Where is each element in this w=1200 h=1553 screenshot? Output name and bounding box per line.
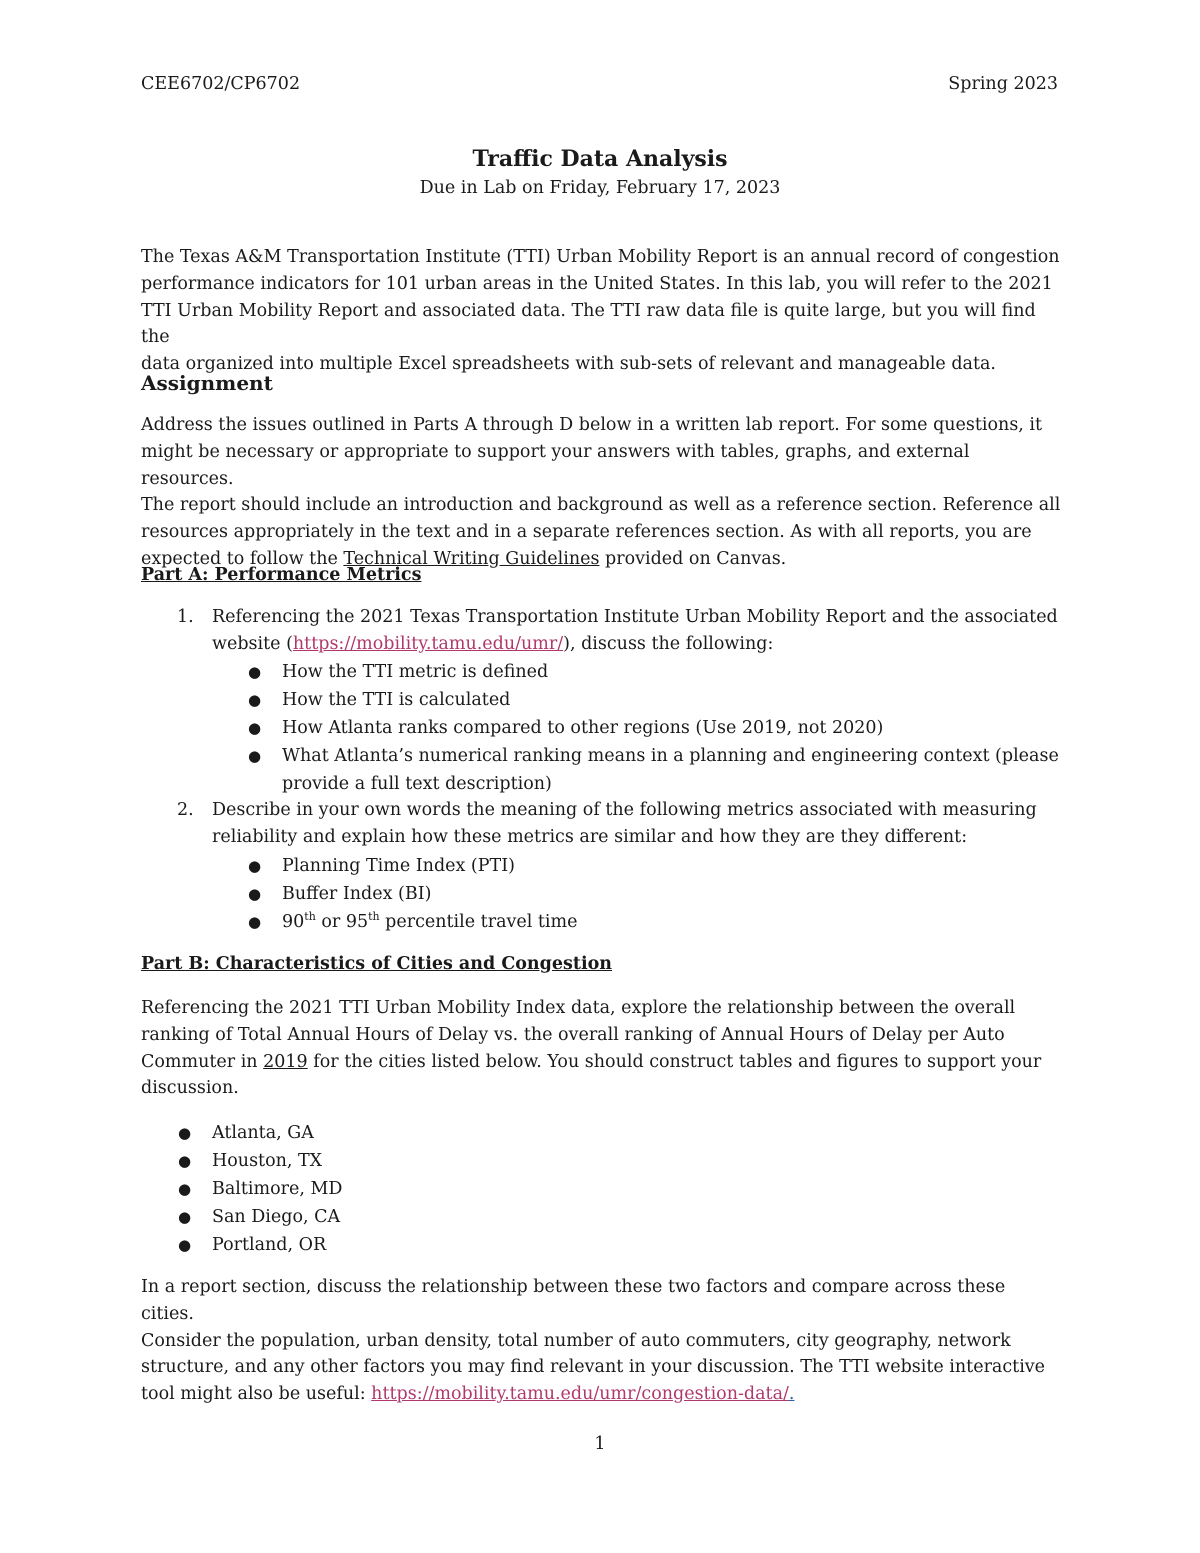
header-term: Spring 2023: [948, 74, 1058, 94]
city-name: Atlanta, GA: [212, 1123, 314, 1143]
part-b-paragraph-1: [141, 995, 1061, 1102]
item-text: [212, 631, 1061, 658]
assignment-line-text: expected to follow the: [141, 548, 344, 569]
paragraph-line: In a report section, discuss the relationship between these two factors and compare across these cities.: [141, 1277, 1006, 1324]
list-item: [178, 1203, 1062, 1231]
bullet-text: How the TTI is calculated: [282, 690, 511, 710]
intro-line: TTI Urban Mobility Report and associated data. The TTI raw data file is quite large, but you will find the: [141, 300, 1036, 348]
intro-line: performance indicators for 101 urban areas in the United States. In this lab, you will refer to the 2021: [141, 273, 1053, 294]
paragraph-line: [141, 1381, 1061, 1408]
bullet-icon: ●: [248, 747, 262, 765]
technical-writing-guidelines-link[interactable]: Technical Writing Guidelines: [343, 548, 600, 569]
city-name: Houston, TX: [212, 1151, 323, 1171]
document-title: Traffic Data Analysis: [472, 146, 728, 172]
intro-line: data organized into multiple Excel spreadsheets with sub-sets of relevant and manageable data.: [141, 354, 996, 375]
document-subtitle: Due in Lab on Friday, February 17, 2023: [419, 178, 781, 198]
intro-line: The Texas A&M Transportation Institute (TTI) Urban Mobility Report is an annual record of congestion: [141, 247, 1060, 267]
assignment-line: Address the issues outlined in Parts A through D below in a written lab report. For some questions, it: [141, 415, 1043, 435]
part-b-paragraph-2: [141, 1274, 1061, 1408]
bullet-icon: ●: [248, 691, 262, 709]
bullet-icon: ●: [178, 1180, 192, 1198]
assignment-paragraph: [141, 412, 1061, 573]
list-item: [248, 686, 1062, 714]
item-text-part: ), discuss the following:: [563, 633, 774, 654]
list-item: [248, 742, 1062, 798]
part-b-heading: Part B: Characteristics of Cities and Congestion: [141, 954, 612, 974]
page-number: 1: [594, 1434, 606, 1454]
part-a-item-1: [141, 604, 1061, 658]
bullet-icon: ●: [248, 913, 262, 931]
item-text: reliability and explain how these metrics are similar and how they are they different:: [212, 826, 968, 847]
list-item: [248, 714, 1062, 742]
list-item: [248, 908, 1062, 936]
assignment-line-text: provided on Canvas.: [599, 548, 787, 569]
bullet-icon: ●: [178, 1208, 192, 1226]
city-name: Portland, OR: [212, 1235, 327, 1255]
bullet-text: How the TTI metric is defined: [282, 662, 549, 682]
underlined-year: 2019: [263, 1051, 308, 1072]
header-course-code: CEE6702/CP6702: [141, 74, 301, 94]
paragraph-text: tool might also be useful:: [141, 1384, 372, 1405]
tti-umr-link[interactable]: https://mobility.tamu.edu/umr/: [292, 633, 564, 654]
paragraph-text: for the cities listed below. You should construct tables and figures to support your: [307, 1051, 1042, 1072]
bullet-text: How Atlanta ranks compared to other regions (Use 2019, not 2020): [282, 718, 884, 738]
bullet-icon: ●: [248, 663, 262, 681]
city-list: [178, 1119, 1062, 1259]
paragraph-line: structure, and any other factors you may find relevant in your discussion. The TTI website interactive: [141, 1357, 1046, 1378]
assignment-heading: Assignment: [141, 371, 273, 395]
congestion-data-link[interactable]: https://mobility.tamu.edu/umr/congestion-data/: [371, 1384, 789, 1405]
list-item: [248, 658, 1062, 686]
assignment-line: The report should include an introduction and background as well as a reference section. Reference all: [141, 495, 1061, 516]
bullet-icon: ●: [248, 719, 262, 737]
item-text: Describe in your own words the meaning of the following metrics associated with measuring: [212, 800, 1037, 820]
list-item: [178, 1147, 1062, 1175]
list-item: [178, 1231, 1062, 1259]
superscript: th: [368, 910, 380, 924]
bullet-text: provide a full text description): [282, 774, 552, 794]
part-a-item-2: [141, 797, 1061, 851]
bullet-icon: ●: [178, 1152, 192, 1170]
bullet-text: Planning Time Index (PTI): [282, 856, 515, 876]
bullet-icon: ●: [248, 885, 262, 903]
list-item: [248, 880, 1062, 908]
item-number: 2.: [177, 800, 194, 820]
bullet-icon: ●: [178, 1236, 192, 1254]
bullet-text: 90: [282, 912, 305, 932]
paragraph-line: [141, 1049, 1061, 1076]
list-item: [178, 1119, 1062, 1147]
item-text-part: website (: [212, 633, 293, 654]
bullet-text: percentile travel time: [379, 912, 578, 932]
bullet-text: or 95: [315, 912, 369, 932]
paragraph-line: Consider the population, urban density, total number of auto commuters, city geography, network: [141, 1330, 1011, 1351]
item-number: 1.: [177, 607, 194, 627]
paragraph-text: Commuter in: [141, 1051, 264, 1072]
bullet-icon: ●: [248, 857, 262, 875]
list-item: [178, 1175, 1062, 1203]
link-period: .: [788, 1384, 795, 1405]
city-name: Baltimore, MD: [212, 1179, 343, 1199]
bullet-icon: ●: [178, 1124, 192, 1142]
intro-paragraph: [141, 244, 1061, 378]
part-a-heading: Part A: Performance Metrics: [141, 565, 422, 585]
assignment-line: might be necessary or appropriate to support your answers with tables, graphs, and external resources.: [141, 441, 970, 489]
paragraph-line: discussion.: [141, 1078, 239, 1099]
part-a-item-1-bullets: [248, 658, 1062, 798]
city-name: San Diego, CA: [212, 1207, 341, 1227]
bullet-text: What Atlanta’s numerical ranking means in a planning and engineering context (please: [282, 746, 1059, 766]
list-item: [248, 852, 1062, 880]
paragraph-line: ranking of Total Annual Hours of Delay vs. the overall ranking of Annual Hours of Delay per Auto: [141, 1024, 1005, 1045]
superscript: th: [304, 910, 316, 924]
part-a-item-2-bullets: [248, 852, 1062, 936]
bullet-text: Buffer Index (BI): [282, 884, 432, 904]
paragraph-line: Referencing the 2021 TTI Urban Mobility Index data, explore the relationship between the overall: [141, 998, 1016, 1018]
assignment-line: resources appropriately in the text and in a separate references section. As with all reports, you are: [141, 522, 1032, 543]
item-text: Referencing the 2021 Texas Transportation Institute Urban Mobility Report and the associated: [212, 607, 1058, 627]
